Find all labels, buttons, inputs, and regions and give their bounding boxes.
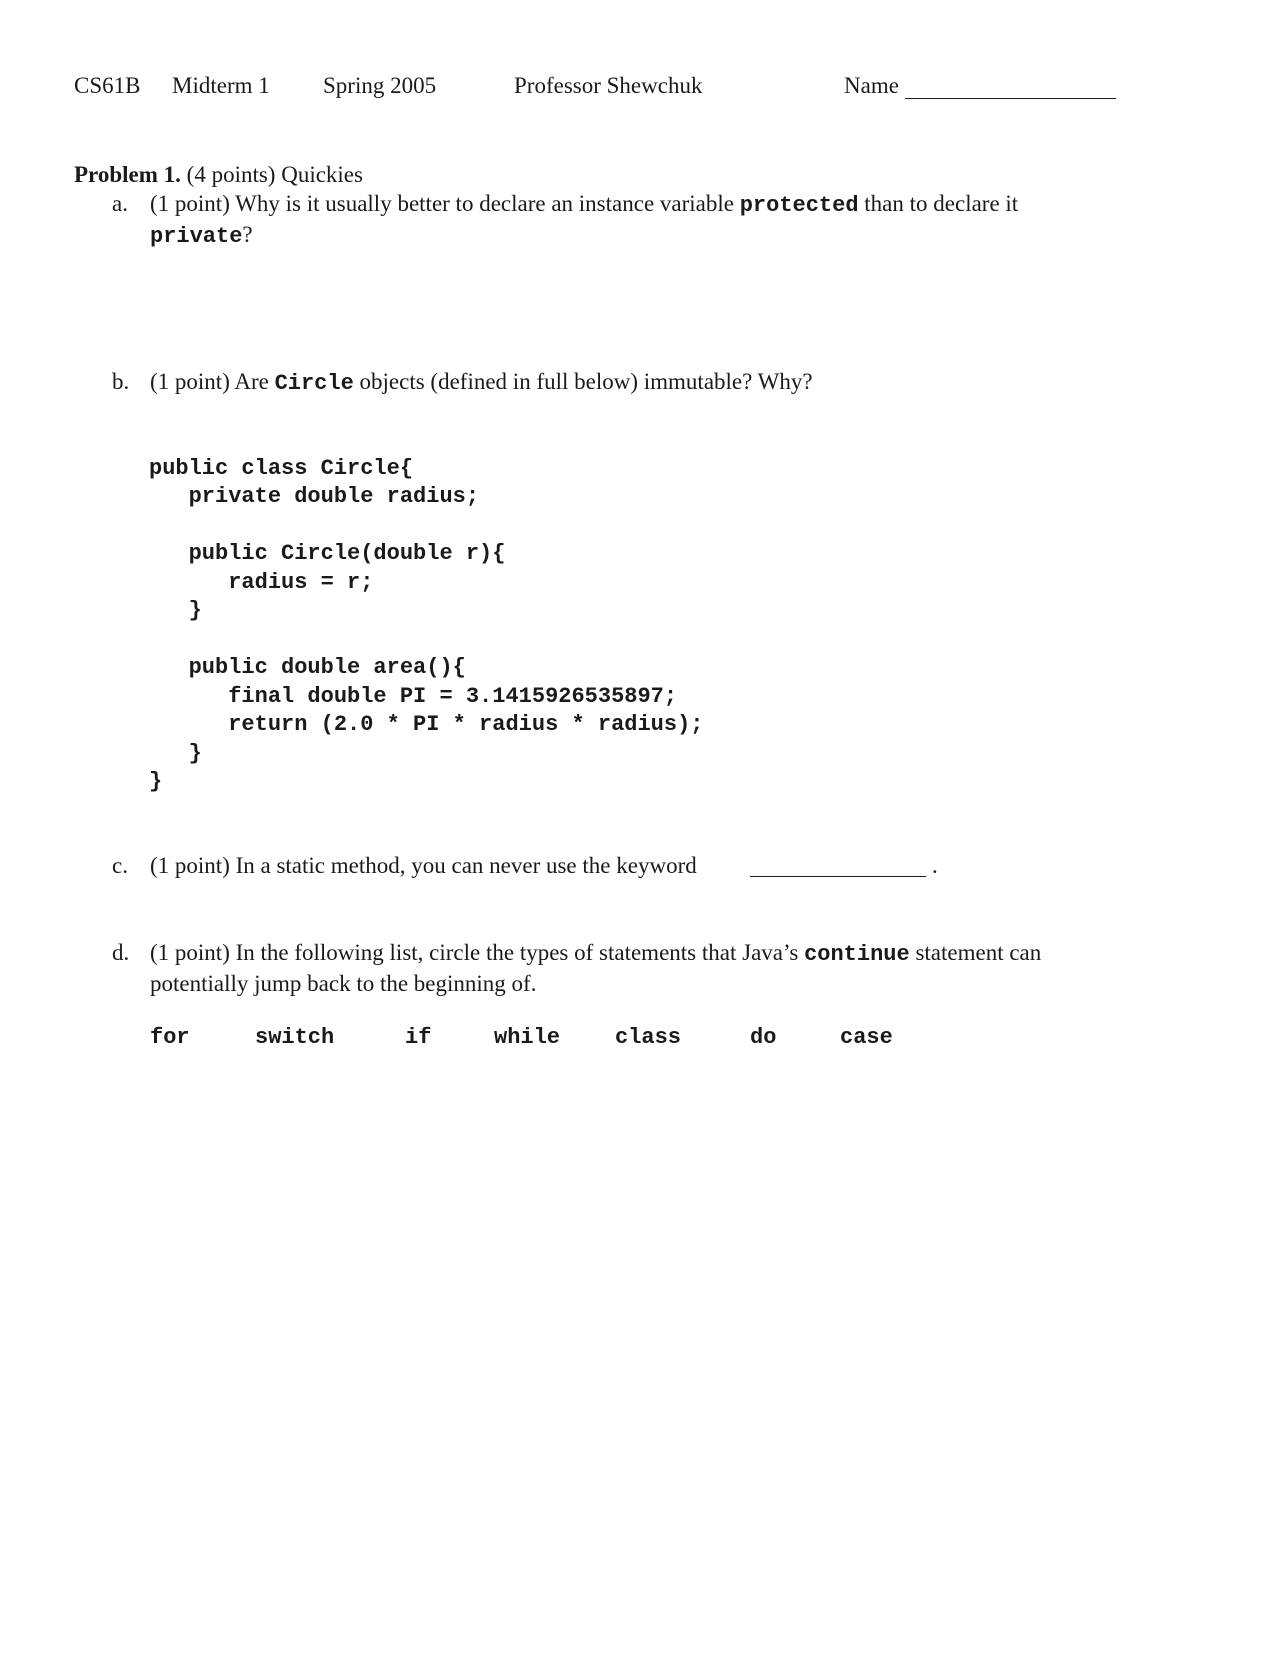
option-switch[interactable]: switch [255,1025,335,1050]
code-line: } [149,598,202,623]
circle-code-block [149,426,704,825]
part-c-text: (1 point) In a static method, you can never use the keyword [150,853,697,878]
part-a-letter: a. [112,191,128,216]
part-c-letter: c. [112,853,128,878]
part-d-code-continue: continue [804,942,910,967]
header-professor: Professor Shewchuk [514,73,703,98]
header-course: CS61B [74,73,141,98]
option-for[interactable]: for [150,1025,190,1050]
header-name-label: Name [844,73,899,98]
part-a-line2 [150,222,253,249]
part-d-text3: potentially jump back to the beginning of. [150,971,537,996]
part-b-text1: (1 point) Are [150,369,269,394]
part-b-line1 [150,369,813,396]
code-line: public class Circle{ [149,455,414,481]
header-term: Spring 2005 [323,73,437,98]
problem-heading [74,162,363,188]
part-b-letter: b. [112,369,130,394]
code-line: } [149,740,202,766]
problem-title: Problem 1. [74,162,181,187]
name-blank-line [905,98,1116,99]
part-d-letter: d. [112,940,130,965]
part-a-code-protected: protected [739,193,859,218]
part-a-line1 [150,191,1018,218]
part-a-text3: ? [242,222,253,247]
option-while[interactable]: while [494,1025,561,1050]
code-line: radius = r; [149,569,374,595]
part-b-text2: objects (defined in full below) immutable? Why? [359,369,813,394]
part-a-code-private: private [150,224,243,249]
code-line: final double PI = 3.1415926535897; [149,683,678,709]
code-line: return (2.0 * PI * radius * radius); [149,712,704,737]
code-line: public Circle(double r){ [149,541,506,566]
code-line [149,626,704,655]
option-do[interactable]: do [750,1025,777,1050]
part-b-code-circle: Circle [274,371,354,396]
code-line: public double area(){ [149,655,466,680]
problem-points: (4 points) Quickies [186,162,363,187]
part-c-period: . [932,853,938,878]
header-exam: Midterm 1 [172,73,270,98]
part-d-line1 [150,940,1041,967]
code-line: } [149,769,163,794]
part-d-text2: statement can [915,940,1042,965]
part-a-text2: than to declare it [864,191,1019,216]
part-d-text1: (1 point) In the following list, circle the types of statements that Java’s [150,940,799,965]
code-line: private double radius; [149,484,480,509]
code-line [149,512,704,541]
option-case[interactable]: case [840,1025,893,1050]
keyword-blank-line [750,876,926,877]
option-class[interactable]: class [615,1025,682,1050]
option-if[interactable]: if [405,1025,432,1050]
part-a-text1: (1 point) Why is it usually better to declare an instance variable [150,191,734,216]
